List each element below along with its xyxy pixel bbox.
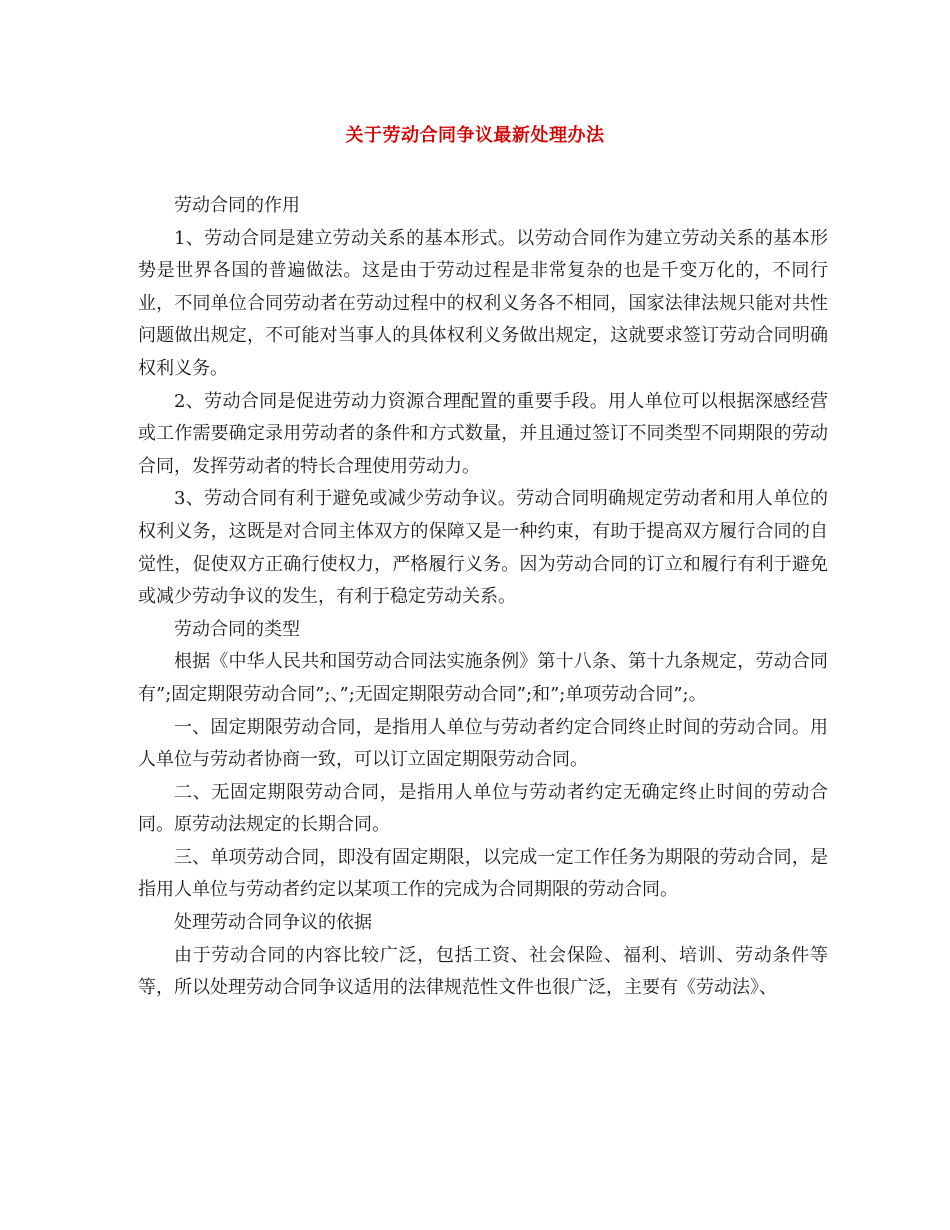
section-heading-types: 劳动合同的类型 [174, 618, 300, 640]
paragraph-type-fixed-term: 一、固定期限劳动合同，是指用人单位与劳动者约定合同终止时间的劳动合同。用人单位与劳动者协商一致，可以订立固定期限劳动合同。 [138, 716, 828, 771]
paragraph-role-1: 1、劳动合同是建立劳动关系的基本形式。以劳动合同作为建立劳动关系的基本形势是世界各国的普遍做法。这是由于劳动过程是非常复杂的也是千变万化的，不同行业，不同单位合同劳动者在劳动过程中的权利义务各不相同，国家法律法规只能对共性问题做出规定，不可能对当事人的具体权利义务做出规定，这就要求签订劳动合同明确权利义务。 [138, 227, 828, 379]
paragraph-type-single-task: 三、单项劳动合同，即没有固定期限，以完成一定工作任务为期限的劳动合同，是指用人单位与劳动者约定以某项工作的完成为合同期限的劳动合同。 [138, 846, 828, 901]
paragraph-role-3: 3、劳动合同有利于避免或减少劳动争议。劳动合同明确规定劳动者和用人单位的权利义务，这既是对合同主体双方的保障又是一种约束，有助于提高双方履行合同的自觉性，促使双方正确行使权力，严格履行义务。因为劳动合同的订立和履行有利于避免或减少劳动争议的发生，有利于稳定劳动关系。 [138, 488, 828, 608]
paragraph-types-intro: 根据《中华人民共和国劳动合同法实施条例》第十八条、第十九条规定，劳动合同有”;固定期限劳动合同”;、”;无固定期限劳动合同”;和”;单项劳动合同”;。 [138, 651, 828, 705]
section-heading-basis: 处理劳动合同争议的依据 [174, 912, 372, 934]
document-body [138, 190, 828, 1005]
section-heading-role: 劳动合同的作用 [174, 195, 300, 216]
paragraph-basis: 由于劳动合同的内容比较广泛，包括工资、社会保险、福利、培训、劳动条件等等，所以处理劳动合同争议适用的法律规范性文件也很广泛，主要有《劳动法》、 [138, 944, 828, 999]
paragraph-role-2: 2、劳动合同是促进劳动力资源合理配置的重要手段。用人单位可以根据深感经营或工作需要确定录用劳动者的条件和方式数量，并且通过签订不同类型不同期限的劳动合同，发挥劳动者的特长合理使用劳动力。 [138, 390, 828, 477]
document-title: 关于劳动合同争议最新处理办法 [345, 125, 605, 146]
paragraph-type-open-ended: 二、无固定期限劳动合同，是指用人单位与劳动者约定无确定终止时间的劳动合同。原劳动法规定的长期合同。 [138, 781, 828, 836]
